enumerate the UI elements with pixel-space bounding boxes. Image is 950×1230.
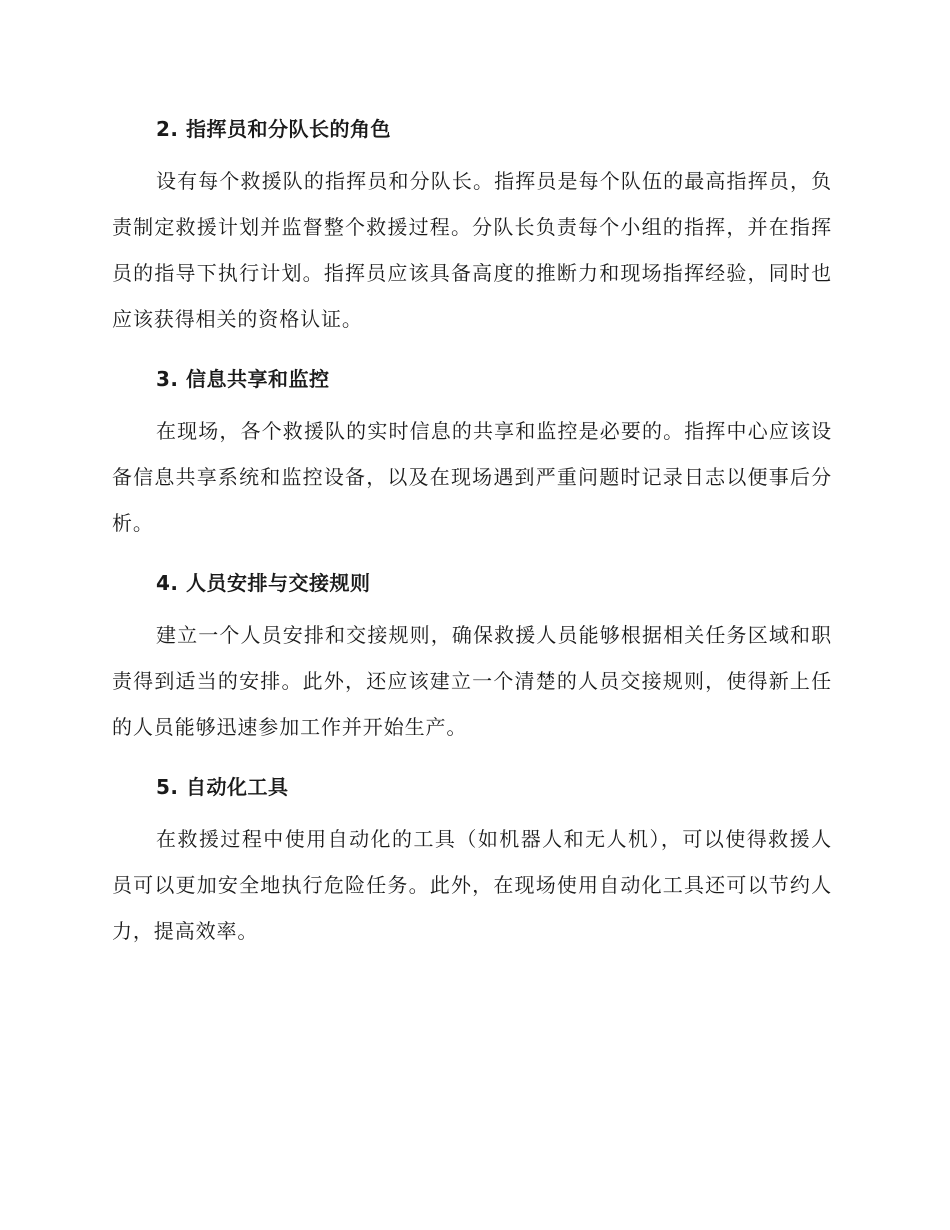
section-information-sharing xyxy=(112,358,832,546)
section-paragraph: 设有每个救援队的指挥员和分队长。指挥员是每个队伍的最高指挥员，负责制定救援计划并监督整个救援过程。分队长负责每个小组的指挥，并在指挥员的指导下执行计划。指挥员应该具备高度的推断力和现场指挥经验，同时也应该获得相关的资格认证。 xyxy=(112,169,832,331)
section-heading: 5. 自动化工具 xyxy=(156,775,289,799)
section-automation-tools xyxy=(112,766,832,954)
document-content xyxy=(112,108,832,970)
section-personnel-arrangement xyxy=(112,562,832,750)
section-paragraph: 在现场，各个救援队的实时信息的共享和监控是必要的。指挥中心应该设备信息共享系统和监控设备，以及在现场遇到严重问题时记录日志以便事后分析。 xyxy=(112,419,832,535)
section-paragraph: 建立一个人员安排和交接规则，确保救援人员能够根据相关任务区域和职责得到适当的安排。此外，还应该建立一个清楚的人员交接规则，使得新上任的人员能够迅速参加工作并开始生产。 xyxy=(112,623,832,739)
section-paragraph: 在救援过程中使用自动化的工具（如机器人和无人机），可以使得救援人员可以更加安全地执行危险任务。此外，在现场使用自动化工具还可以节约人力，提高效率。 xyxy=(112,827,832,943)
section-heading: 4. 人员安排与交接规则 xyxy=(156,571,371,595)
section-heading: 3. 信息共享和监控 xyxy=(156,367,330,391)
section-commander-roles xyxy=(112,108,832,342)
section-heading: 2. 指挥员和分队长的角色 xyxy=(156,117,391,141)
